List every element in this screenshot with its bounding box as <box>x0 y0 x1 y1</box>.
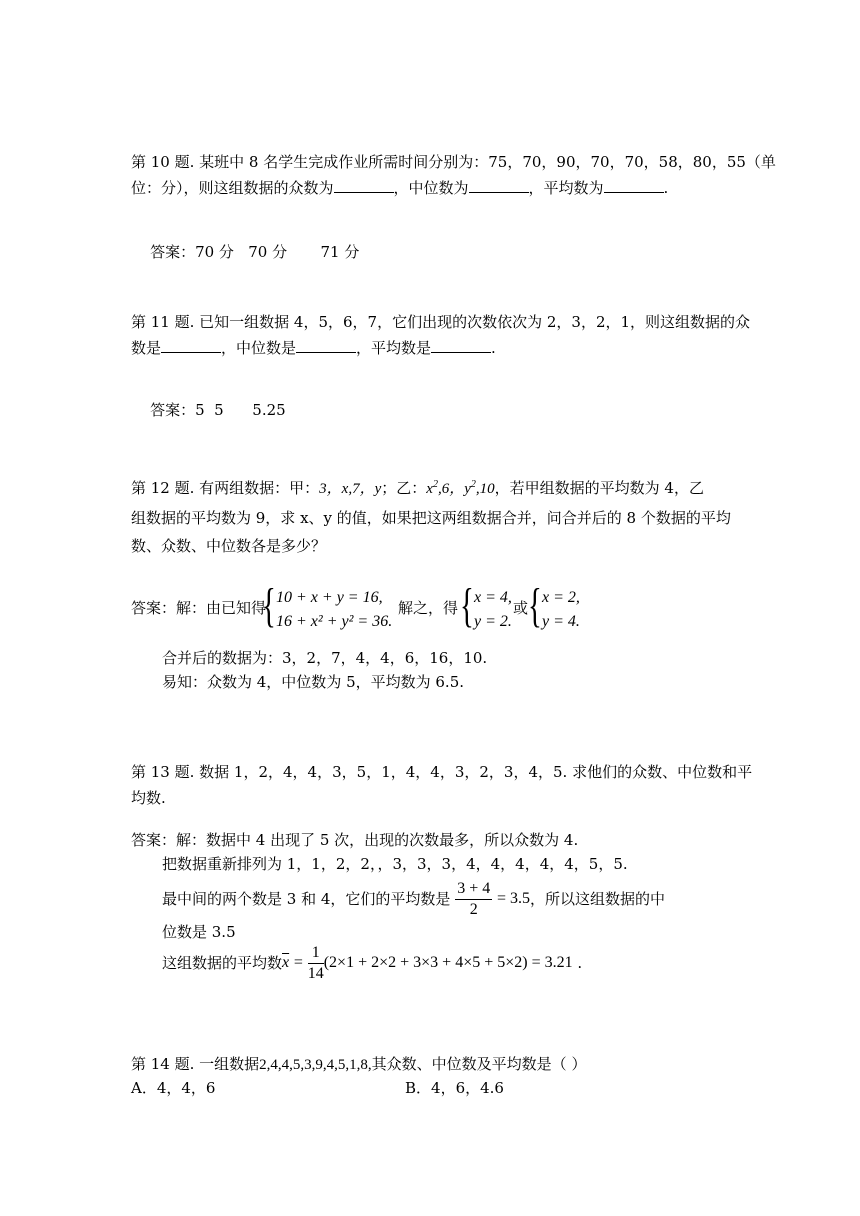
q13-mean-den: 14 <box>307 964 324 982</box>
q14-text-line1 <box>131 1054 586 1075</box>
q11-text-line2 <box>131 338 496 358</box>
q12-merged-data <box>162 648 487 668</box>
q12-or-text: 或 <box>513 599 529 617</box>
q11-line2b: ，中位数是 <box>221 339 297 357</box>
q12-line3: 数、众数、中位数各是多少？ <box>131 537 327 555</box>
q12-answer-prefix <box>131 598 266 618</box>
q10-line2b: ，中位数为 <box>393 179 469 197</box>
q10-line2a: 位：分），则这组数据的众数为 <box>131 179 334 197</box>
q12-line1c: ，若甲组数据的平均数为 4，乙 <box>494 479 704 497</box>
q13-ans1: 答案：解：数据中 4 出现了 5 次，出现的次数最多，所以众数为 4. <box>131 831 579 849</box>
q14-data: 2,4,4,5,3,9,4,5,1,8, <box>259 1057 372 1073</box>
q14-line1b: 其众数、中位数及平均数是（ ） <box>371 1055 587 1073</box>
q12-text-line2 <box>131 508 731 528</box>
q13-mean-fraction <box>308 943 324 984</box>
q10-line2c: ，平均数为 <box>528 179 604 197</box>
q12-result <box>162 672 464 692</box>
q12-text-line1 <box>131 478 704 499</box>
q13-eqsign: = <box>293 954 303 971</box>
q10-line1: 第 10 题. 某班中 8 名学生完成作业所需时间分别为：75，70，90，70，70，58，80，55（单 <box>131 153 776 171</box>
q12-solve-text: 解之，得 <box>398 599 459 617</box>
q12-set-yi: $x^2,6$，$y^2,10$ <box>426 479 495 497</box>
q12-or-label <box>513 598 528 618</box>
q10-line2d: . <box>663 179 669 197</box>
q13-text-line1 <box>131 762 752 782</box>
q13-answer-4 <box>162 922 236 942</box>
q13-mean-num: 1 <box>308 943 324 964</box>
q12-eq1: 10 + x + y = 16, <box>276 589 383 606</box>
q12-sol1b: y = 2. <box>474 613 512 630</box>
q13-ans3c: ，所以这组数据的中 <box>530 890 666 908</box>
q13-frac-num: 3 + 4 <box>455 879 492 900</box>
q11-blank-mode <box>161 338 221 353</box>
q12-brace-sol2: { <box>528 579 542 632</box>
q12-solution-2 <box>542 586 580 634</box>
q12-sol2b: y = 4. <box>542 613 580 630</box>
q13-ans4: 位数是 3.5 <box>162 923 236 941</box>
q13-ans3b: = 3.5 <box>497 890 531 907</box>
q13-ans5a: 这组数据的平均数 <box>162 954 283 972</box>
q12-answer-prefix-text: 答案：解：由已知得 <box>131 599 267 617</box>
q10-text-line2 <box>131 178 668 198</box>
q12-sol1a: x = 4, <box>474 589 512 606</box>
q13-xbar: $\overline{x}$ <box>282 954 290 971</box>
q10-text-line1 <box>131 152 776 172</box>
q13-frac-den: 2 <box>469 900 478 918</box>
q12-merged-text: 合并后的数据为：3，2，7，4，4，6，16，10. <box>162 649 488 667</box>
q10-blank-median <box>469 178 529 193</box>
q13-line1: 第 13 题. 数据 1，2，4，4，3，5，1，4，4，3，2，3，4，5. 求他们的众数、中位数和平 <box>131 763 753 781</box>
q13-ans2: 把数据重新排列为 1，1，2，2，，3，3，3，4，4，4，4，4，5，5. <box>162 855 628 873</box>
q13-answer-1 <box>131 830 578 850</box>
q11-answer-text: 答案：5 5 5.25 <box>150 401 286 419</box>
q14-opt-a-text: A．4，4，6 <box>131 1079 216 1097</box>
q12-solve-label <box>398 598 458 618</box>
q13-answer-2 <box>162 854 628 874</box>
q10-blank-mean <box>604 178 664 193</box>
q14-option-b <box>405 1078 504 1098</box>
q11-line2d: . <box>491 339 496 357</box>
q10-blank-mode <box>334 178 394 193</box>
q12-text-line3 <box>131 536 326 556</box>
q10-answer <box>131 222 359 282</box>
q13-answer-3 <box>162 876 665 921</box>
q11-line2a: 数是 <box>131 339 162 357</box>
q11-answer <box>131 380 286 440</box>
q14-option-a <box>131 1078 215 1098</box>
q12-brace-system: { <box>262 579 276 632</box>
q13-ans3a: 最中间的两个数是 3 和 4，它们的平均数是 <box>162 890 451 908</box>
q12-brace-sol1: { <box>460 579 474 632</box>
q10-answer-text: 答案：70 分 70 分 71 分 <box>150 243 360 261</box>
q13-text-line2 <box>131 788 166 808</box>
q12-equation-system <box>276 586 392 634</box>
q11-blank-mean <box>431 338 491 353</box>
q12-solution-1 <box>474 586 512 634</box>
q13-mean-expr: (2×1 + 2×2 + 3×3 + 4×5 + 5×2) = 3.21 <box>323 954 573 971</box>
q12-line2: 组数据的平均数为 9，求 x、y 的值，如果把这两组数据合并，问合并后的 8 个数据的平均 <box>131 509 731 527</box>
q13-answer-5 <box>162 940 582 985</box>
q13-fraction <box>455 879 492 920</box>
q12-line1b: ；乙： <box>381 479 427 497</box>
q12-line1a: 第 12 题. 有两组数据：甲： <box>131 479 320 497</box>
q13-line2: 均数. <box>131 789 166 807</box>
q11-line1: 第 11 题. 已知一组数据 4，5，6，7，它们出现的次数依次为 2，3，2，1，则这组数据的众 <box>131 313 751 331</box>
q13-ans5-end: . <box>577 954 583 972</box>
q11-blank-median <box>296 338 356 353</box>
q12-sol2a: x = 2, <box>542 589 580 606</box>
q11-text-line1 <box>131 312 750 332</box>
q14-line1a: 第 14 题. 一组数据 <box>131 1055 260 1073</box>
q12-result-text: 易知：众数为 4，中位数为 5，平均数为 6.5. <box>162 673 465 691</box>
q12-eq2: 16 + x² + y² = 36. <box>276 613 393 630</box>
q12-set-jia: 3，x,7，y <box>319 481 382 497</box>
q14-opt-b-text: B．4，6，4.6 <box>405 1079 504 1097</box>
q11-line2c: ，平均数是 <box>356 339 432 357</box>
